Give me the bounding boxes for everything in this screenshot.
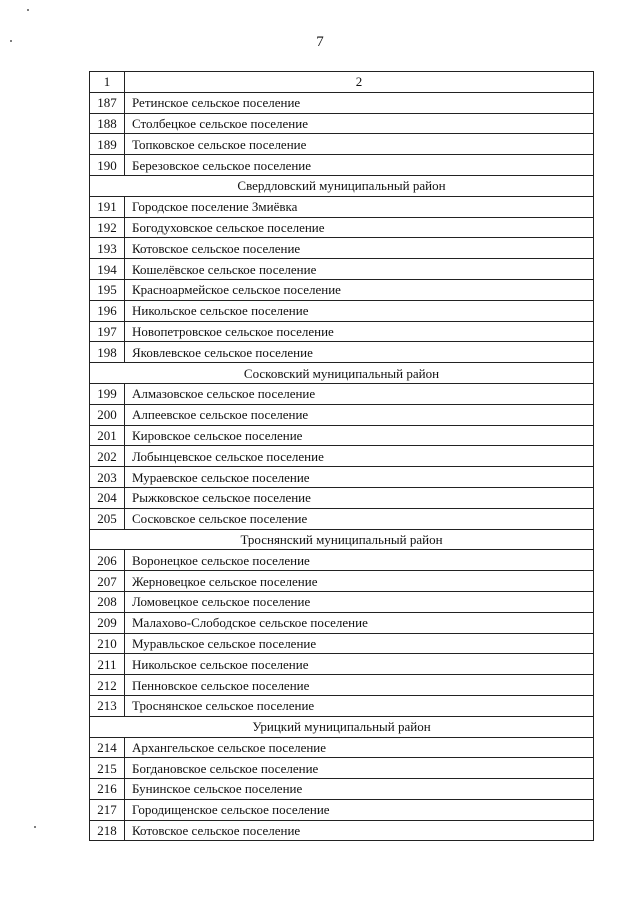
row-number: 204 xyxy=(90,487,125,508)
row-number: 203 xyxy=(90,467,125,488)
table-row xyxy=(90,279,594,300)
row-number: 196 xyxy=(90,300,125,321)
row-number: 213 xyxy=(90,695,125,716)
table-row xyxy=(90,155,594,176)
row-number: 207 xyxy=(90,571,125,592)
table-row xyxy=(90,612,594,633)
header-col-1: 1 xyxy=(90,72,125,93)
row-number: 198 xyxy=(90,342,125,363)
row-number: 208 xyxy=(90,591,125,612)
district-title: Сосковский муниципальный район xyxy=(90,363,594,384)
settlement-name: Алмазовское сельское поселение xyxy=(125,383,594,404)
table-row xyxy=(90,217,594,238)
row-number: 206 xyxy=(90,550,125,571)
table-row xyxy=(90,487,594,508)
settlement-name: Кировское сельское поселение xyxy=(125,425,594,446)
page-number: 7 xyxy=(316,34,324,50)
row-number: 205 xyxy=(90,508,125,529)
settlement-name: Рыжковское сельское поселение xyxy=(125,487,594,508)
table-row xyxy=(90,404,594,425)
row-number: 212 xyxy=(90,675,125,696)
table-row xyxy=(90,113,594,134)
settlement-name: Малахово-Слободское сельское поселение xyxy=(125,612,594,633)
district-header-row xyxy=(90,363,594,384)
table-row xyxy=(90,591,594,612)
row-number: 218 xyxy=(90,820,125,841)
settlement-name: Столбецкое сельское поселение xyxy=(125,113,594,134)
row-number: 195 xyxy=(90,279,125,300)
row-number: 189 xyxy=(90,134,125,155)
district-title: Урицкий муниципальный район xyxy=(90,716,594,737)
settlements-table xyxy=(89,71,594,841)
scan-speck xyxy=(34,826,36,828)
district-header-row xyxy=(90,716,594,737)
settlement-name: Никольское сельское поселение xyxy=(125,300,594,321)
row-number: 215 xyxy=(90,758,125,779)
settlement-name: Кошелёвское сельское поселение xyxy=(125,259,594,280)
row-number: 209 xyxy=(90,612,125,633)
row-number: 201 xyxy=(90,425,125,446)
row-number: 187 xyxy=(90,92,125,113)
table-row xyxy=(90,238,594,259)
settlement-name: Мураевское сельское поселение xyxy=(125,467,594,488)
settlement-name: Ретинское сельское поселение xyxy=(125,92,594,113)
table-row xyxy=(90,321,594,342)
table-row xyxy=(90,425,594,446)
table-body xyxy=(90,72,594,841)
table-row xyxy=(90,737,594,758)
table-row xyxy=(90,633,594,654)
row-number: 192 xyxy=(90,217,125,238)
settlement-name: Березовское сельское поселение xyxy=(125,155,594,176)
district-title: Троснянский муниципальный район xyxy=(90,529,594,550)
settlement-name: Троснянское сельское поселение xyxy=(125,695,594,716)
row-number: 190 xyxy=(90,155,125,176)
settlement-name: Сосковское сельское поселение xyxy=(125,508,594,529)
settlement-name: Жерновецкое сельское поселение xyxy=(125,571,594,592)
table-row xyxy=(90,134,594,155)
table-row xyxy=(90,467,594,488)
table-row xyxy=(90,342,594,363)
table-row xyxy=(90,196,594,217)
table-row xyxy=(90,675,594,696)
row-number: 197 xyxy=(90,321,125,342)
settlement-name: Яковлевское сельское поселение xyxy=(125,342,594,363)
district-header-row xyxy=(90,175,594,196)
settlement-name: Топковское сельское поселение xyxy=(125,134,594,155)
settlement-name: Воронецкое сельское поселение xyxy=(125,550,594,571)
row-number: 210 xyxy=(90,633,125,654)
table-row xyxy=(90,820,594,841)
settlement-name: Городское поселение Змиёвка xyxy=(125,196,594,217)
table-row xyxy=(90,695,594,716)
row-number: 216 xyxy=(90,779,125,800)
settlement-name: Ломовецкое сельское поселение xyxy=(125,591,594,612)
table-header-row xyxy=(90,72,594,93)
header-col-2: 2 xyxy=(125,72,594,93)
table-row xyxy=(90,508,594,529)
district-title: Свердловский муниципальный район xyxy=(90,175,594,196)
row-number: 188 xyxy=(90,113,125,134)
row-number: 199 xyxy=(90,383,125,404)
table-row xyxy=(90,571,594,592)
settlement-name: Городищенское сельское поселение xyxy=(125,799,594,820)
row-number: 193 xyxy=(90,238,125,259)
settlement-name: Бунинское сельское поселение xyxy=(125,779,594,800)
table-row xyxy=(90,300,594,321)
row-number: 191 xyxy=(90,196,125,217)
district-header-row xyxy=(90,529,594,550)
settlement-name: Красноармейское сельское поселение xyxy=(125,279,594,300)
table-row xyxy=(90,446,594,467)
table-row xyxy=(90,550,594,571)
row-number: 200 xyxy=(90,404,125,425)
table-row xyxy=(90,779,594,800)
table-row xyxy=(90,654,594,675)
settlement-name: Пенновское сельское поселение xyxy=(125,675,594,696)
settlement-name: Муравльское сельское поселение xyxy=(125,633,594,654)
settlement-name: Богодуховское сельское поселение xyxy=(125,217,594,238)
settlement-name: Никольское сельское поселение xyxy=(125,654,594,675)
table-row xyxy=(90,799,594,820)
table-row xyxy=(90,259,594,280)
settlement-name: Лобынцевское сельское поселение xyxy=(125,446,594,467)
row-number: 194 xyxy=(90,259,125,280)
settlement-name: Новопетровское сельское поселение xyxy=(125,321,594,342)
settlement-name: Архангельское сельское поселение xyxy=(125,737,594,758)
table-row xyxy=(90,92,594,113)
settlement-name: Котовское сельское поселение xyxy=(125,238,594,259)
row-number: 217 xyxy=(90,799,125,820)
table-row xyxy=(90,758,594,779)
row-number: 211 xyxy=(90,654,125,675)
table-row xyxy=(90,383,594,404)
settlement-name: Котовское сельское поселение xyxy=(125,820,594,841)
settlement-name: Алпеевское сельское поселение xyxy=(125,404,594,425)
settlement-name: Богдановское сельское поселение xyxy=(125,758,594,779)
row-number: 214 xyxy=(90,737,125,758)
row-number: 202 xyxy=(90,446,125,467)
scan-speck xyxy=(27,9,29,11)
